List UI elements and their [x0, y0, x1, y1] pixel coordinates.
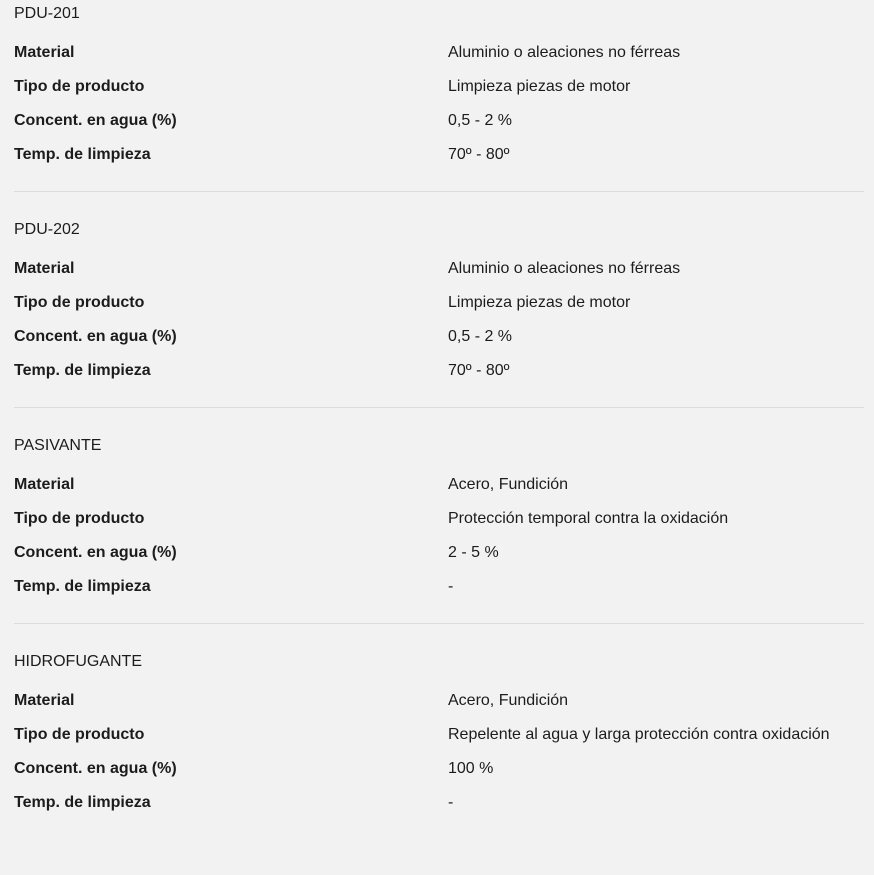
spec-row-tipo [14, 77, 864, 111]
product-card-pdu-202 [14, 216, 864, 395]
spec-value: Limpieza piezas de motor [448, 294, 631, 311]
spec-label: Temp. de limpieza [14, 794, 151, 811]
spec-list [14, 475, 864, 611]
spec-row-temp [14, 793, 864, 827]
spec-value: 2 - 5 % [448, 544, 499, 561]
product-title: HIDROFUGANTE [14, 653, 142, 670]
spec-row-concent [14, 111, 864, 145]
divider [14, 623, 864, 624]
spec-value: 70º - 80º [448, 362, 510, 379]
spec-row-temp [14, 145, 864, 179]
spec-value: 0,5 - 2 % [448, 328, 513, 345]
spec-row-tipo [14, 509, 864, 543]
spec-label: Temp. de limpieza [14, 578, 151, 595]
product-card-pasivante [14, 432, 864, 611]
spec-label: Tipo de producto [14, 726, 145, 743]
spec-row-material [14, 259, 864, 293]
spec-value: 0,5 - 2 % [448, 112, 513, 129]
spec-value: 100 % [448, 760, 494, 777]
spec-row-concent [14, 759, 864, 793]
spec-label: Concent. en agua (%) [14, 760, 177, 777]
spec-row-concent [14, 543, 864, 577]
spec-label: Material [14, 44, 75, 61]
spec-value: - [448, 794, 454, 811]
spec-row-temp [14, 577, 864, 611]
spec-row-material [14, 691, 864, 725]
product-title: PDU-202 [14, 221, 80, 238]
spec-label: Material [14, 692, 75, 709]
spec-list [14, 43, 864, 179]
divider [14, 407, 864, 408]
spec-value: Aluminio o aleaciones no férreas [448, 44, 681, 61]
product-card-hidrofugante [14, 648, 864, 827]
spec-row-material [14, 43, 864, 77]
spec-label: Concent. en agua (%) [14, 328, 177, 345]
spec-value: Acero, Fundición [448, 476, 569, 493]
divider [14, 191, 864, 192]
product-card-pdu-201 [14, 0, 864, 179]
spec-value: 70º - 80º [448, 146, 510, 163]
spec-label: Material [14, 476, 75, 493]
spec-value: Limpieza piezas de motor [448, 78, 631, 95]
spec-label: Temp. de limpieza [14, 362, 151, 379]
spec-value: - [448, 578, 454, 595]
spec-label: Concent. en agua (%) [14, 112, 177, 129]
spec-label: Tipo de producto [14, 510, 145, 527]
spec-label: Material [14, 260, 75, 277]
spec-value: Acero, Fundición [448, 692, 569, 709]
spec-row-tipo [14, 293, 864, 327]
spec-row-tipo [14, 725, 864, 759]
product-title: PDU-201 [14, 5, 80, 22]
spec-list [14, 691, 864, 827]
spec-label: Tipo de producto [14, 78, 145, 95]
spec-value: Aluminio o aleaciones no férreas [448, 260, 681, 277]
spec-value: Protección temporal contra la oxidación [448, 510, 729, 527]
spec-label: Tipo de producto [14, 294, 145, 311]
spec-label: Concent. en agua (%) [14, 544, 177, 561]
spec-row-temp [14, 361, 864, 395]
spec-row-concent [14, 327, 864, 361]
product-title: PASIVANTE [14, 437, 102, 454]
spec-value: Repelente al agua y larga protección contra oxidación [448, 726, 830, 743]
spec-row-material [14, 475, 864, 509]
spec-list [14, 259, 864, 395]
spec-label: Temp. de limpieza [14, 146, 151, 163]
